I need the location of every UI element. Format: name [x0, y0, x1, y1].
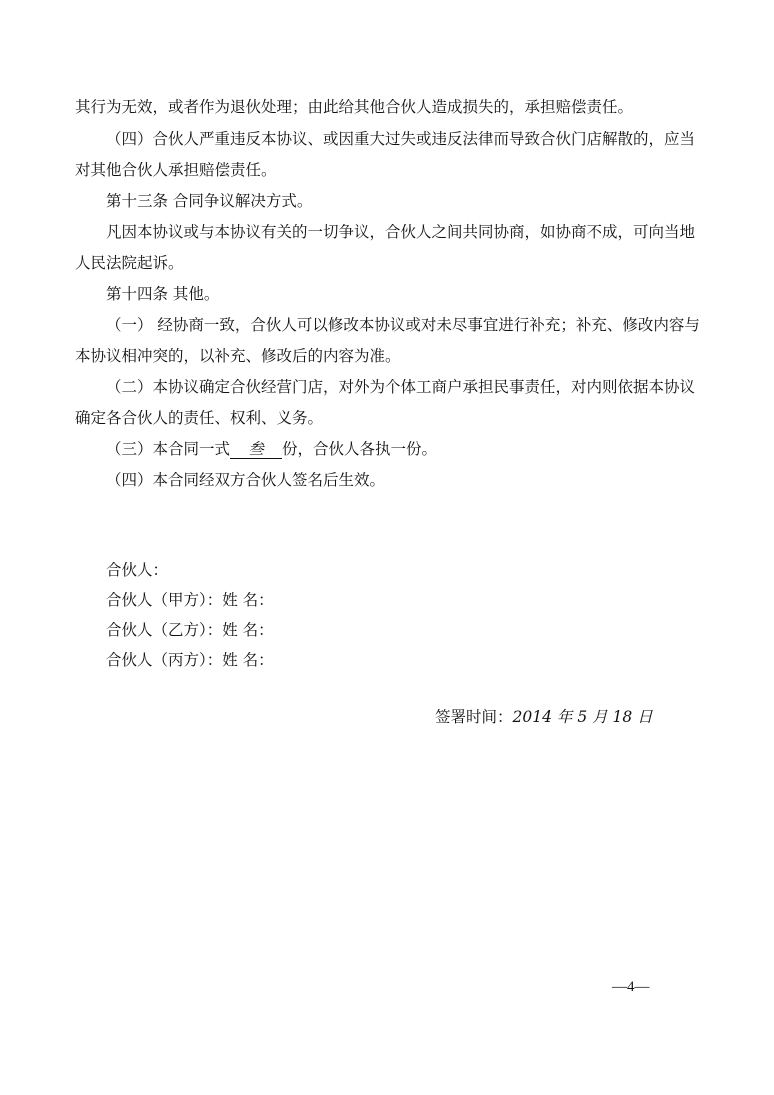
signature-party-a: 合伙人（甲方）：姓 名： [106, 591, 274, 609]
signature-party-b: 合伙人（乙方）：姓 名： [106, 621, 274, 639]
page-number: —4— [612, 979, 650, 995]
article-14-item-2-line-2: 确定各合伙人的责任、权利、义务。 [75, 409, 324, 427]
article-14-item-1-line-2: 本协议相冲突的，以补充、修改后的内容为准。 [75, 347, 401, 365]
copies-count-field: 叁 [230, 441, 282, 459]
paragraph-line: 其行为无效，或者作为退伙处理；由此给其他合伙人造成损失的，承担赔偿责任。 [75, 98, 634, 116]
article-14-item-4: （四）本合同经双方合伙人签名后生效。 [106, 471, 386, 489]
article-14-item-3 [106, 439, 746, 459]
article-13-line-2: 人民法院起诉。 [75, 254, 184, 272]
article-13-line-1: 凡因本协议或与本协议有关的一切争议，合伙人之间共同协商，如协商不成，可向当地 [106, 223, 696, 241]
signature-party-c: 合伙人（丙方）：姓 名： [106, 651, 274, 669]
signature-heading: 合伙人： [106, 561, 169, 579]
signing-date-value: 2014 年 5 月 18 日 [512, 708, 653, 726]
signing-date-label: 签署时间： [435, 708, 513, 726]
signing-date [435, 707, 653, 727]
article-13-title: 第十三条 合同争议解决方式。 [106, 192, 313, 210]
clause-4-line-1: （四）合伙人严重违反本协议、或因重大过失或违反法律而导致合伙门店解散的，应当 [106, 130, 696, 148]
item-3-prefix: （三）本合同一式 [106, 440, 231, 458]
clause-4-line-2: 对其他合伙人承担赔偿责任。 [75, 161, 277, 179]
item-3-suffix: 份，合伙人各执一份。 [282, 440, 438, 458]
article-14-item-1-line-1: （一） 经协商一致，合伙人可以修改本协议或对未尽事宜进行补充；补充、修改内容与 [106, 316, 700, 334]
article-14-title: 第十四条 其他。 [106, 285, 220, 303]
article-14-item-2-line-1: （二）本协议确定合伙经营门店，对外为个体工商户承担民事责任，对内则依据本协议 [106, 378, 696, 396]
